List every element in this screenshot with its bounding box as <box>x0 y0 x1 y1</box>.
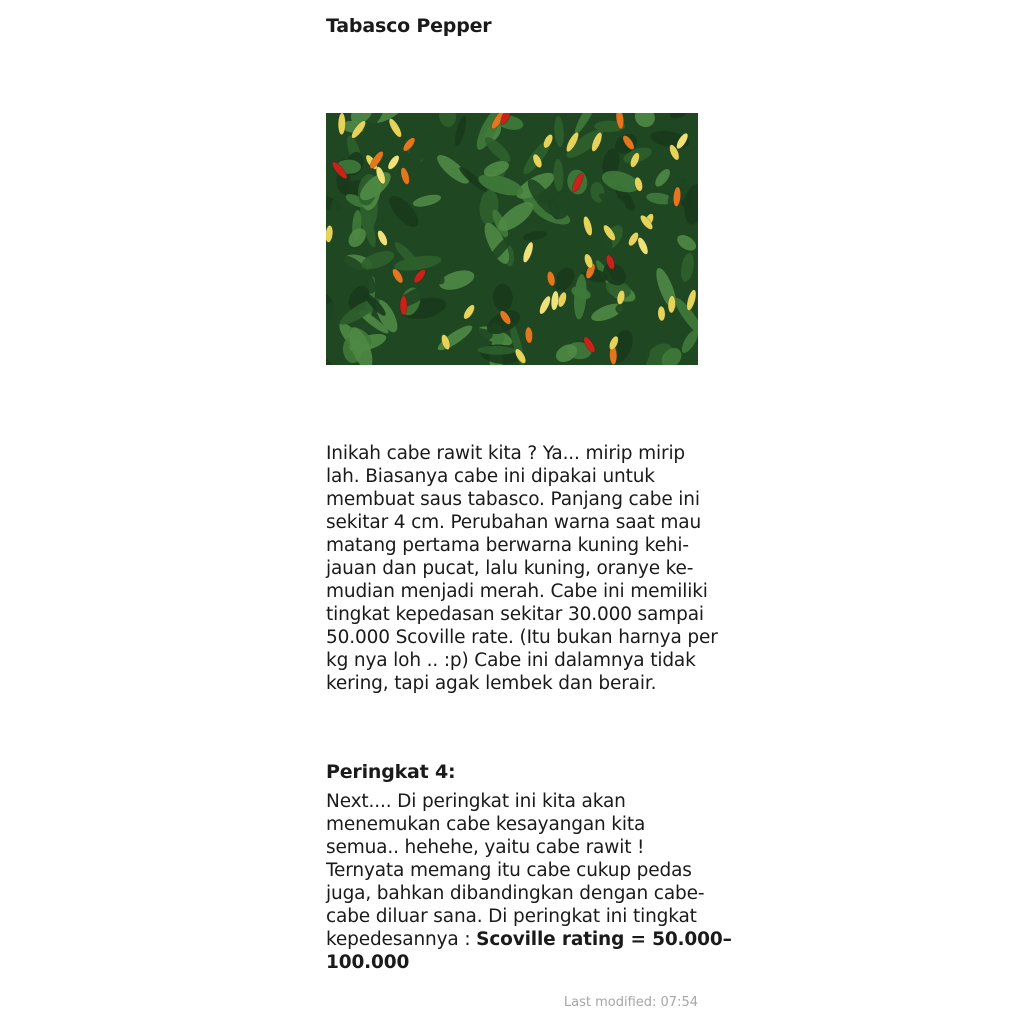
text-segment: kepedesannya : <box>326 929 477 950</box>
text-line: cabe diluar sana. Di peringkat ini tingkat <box>326 906 697 927</box>
text-line: kg nya loh .. :p) Cabe ini dalamnya tidak <box>326 650 696 671</box>
text-line: tingkat kepedasan sekitar 30.000 sampai <box>326 604 704 625</box>
text-line: sekitar 4 cm. Perubahan warna saat mau <box>326 512 702 533</box>
text-line: kering, tapi agak lembek dan berair. <box>326 673 657 694</box>
text-line: mudian menjadi merah. Cabe ini memiliki <box>326 581 708 602</box>
description-paragraph <box>326 442 718 695</box>
section-heading: Peringkat 4: <box>326 761 456 783</box>
last-modified: Last modified: 07:54 <box>563 995 698 1010</box>
pepper-shape <box>400 296 407 315</box>
text-line: membuat saus tabasco. Panjang cabe ini <box>326 489 700 510</box>
text-line <box>326 928 732 951</box>
text-line: Inikah cabe rawit kita ? Ya... mirip mirip <box>326 443 686 464</box>
ranking-paragraph <box>326 790 732 974</box>
text-line: semua.. hehehe, yaitu cabe rawit ! <box>326 837 645 858</box>
pepper-shape <box>338 113 346 135</box>
text-line: jauan dan pucat, lalu kuning, oranye ke- <box>326 558 694 579</box>
text-line: menemukan cabe kesayangan kita <box>326 814 646 835</box>
text-line: Next.... Di peringkat ini kita akan <box>326 791 626 812</box>
scoville-rating: Scoville rating = 50.000– <box>476 929 732 950</box>
scoville-rating-end: 100.000 <box>326 952 410 973</box>
text-line: lah. Biasanya cabe ini dipakai untuk <box>326 466 655 487</box>
tabasco-pepper-photo <box>326 113 698 365</box>
article <box>326 0 732 1024</box>
text-line: matang pertama berwarna kuning kehi- <box>326 535 689 556</box>
text-line: 50.000 Scoville rate. (Itu bukan harnya per <box>326 627 718 648</box>
text-line: juga, bahkan dibandingkan dengan cabe- <box>326 883 705 904</box>
text-line: Ternyata memang itu cabe cukup pedas <box>326 860 692 881</box>
article-title: Tabasco Pepper <box>326 15 492 37</box>
